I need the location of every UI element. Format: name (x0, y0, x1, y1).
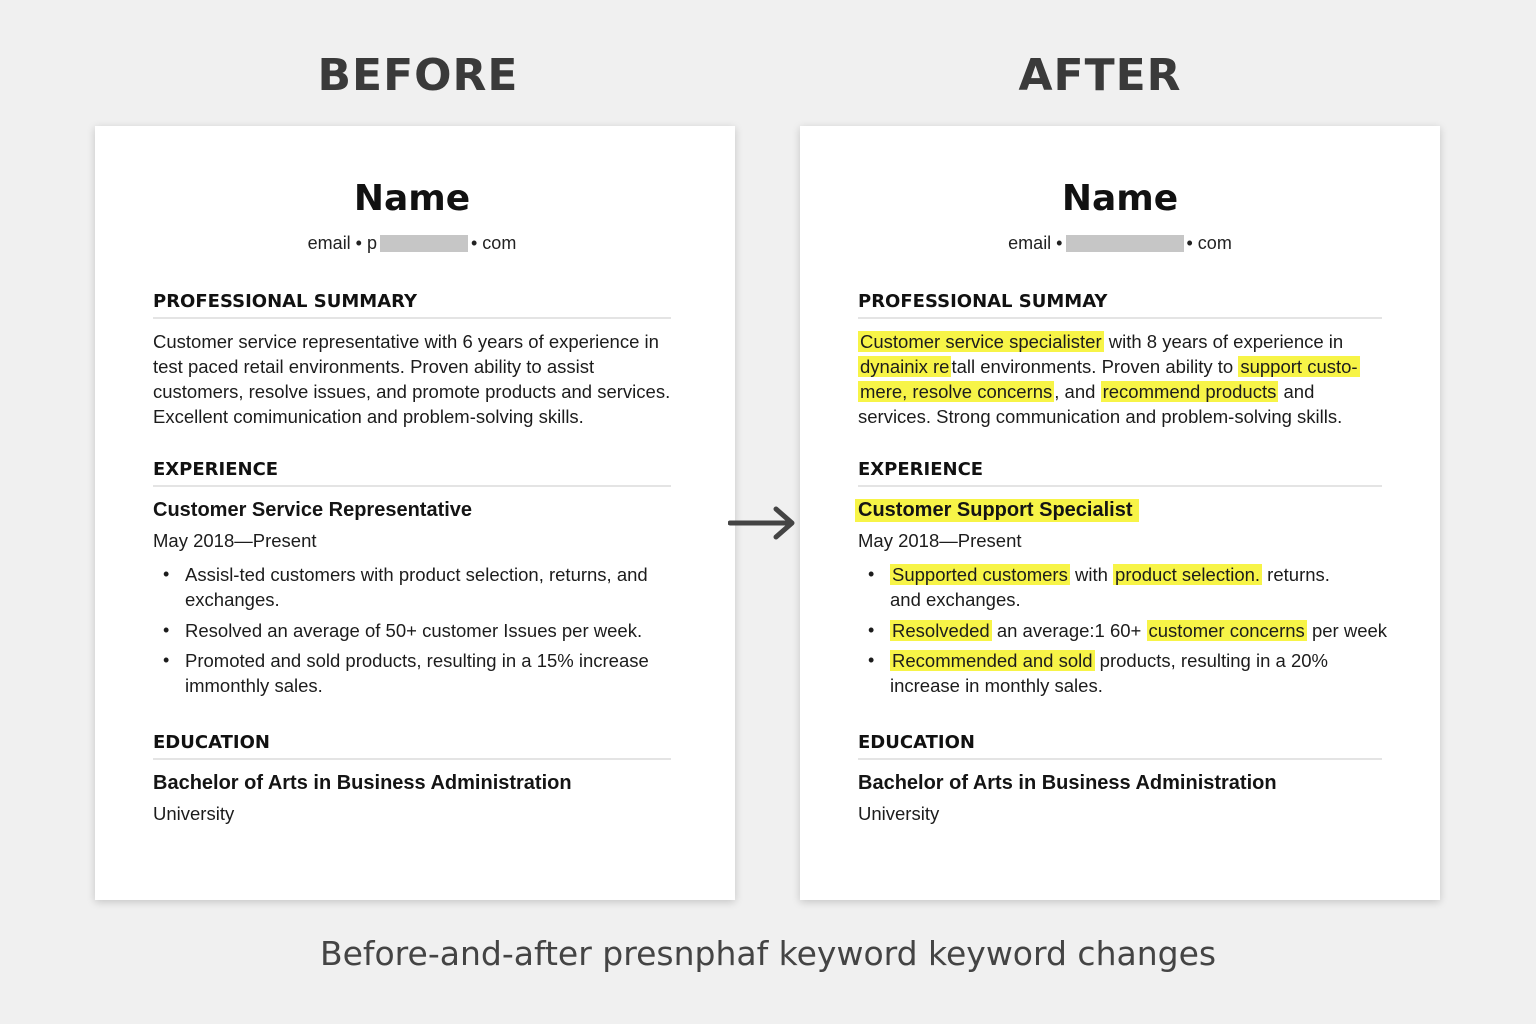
experience-heading: EXPERIENCE (153, 459, 671, 487)
bullet-item (858, 618, 1392, 643)
after-title: AFTER (1018, 50, 1182, 101)
summary-line (858, 379, 1382, 404)
school: University (153, 803, 235, 824)
bullet-item (153, 648, 681, 698)
bullet-line (890, 562, 1392, 587)
bullet-text-fragment: per week (1306, 620, 1388, 641)
redacted-block (1066, 235, 1184, 252)
summary-line: services. Strong communication and problem-solving skills. (858, 406, 1343, 427)
contact-line (153, 233, 671, 254)
keyword-highlight: Customer Support Specialist (855, 499, 1139, 522)
bullet-text-fragment: an average:1 60+ (991, 620, 1147, 641)
keyword-highlight: mere, resolve concerns (860, 381, 1053, 402)
right-arrow-icon (728, 502, 800, 544)
summary-text-fragment: and (1278, 381, 1315, 402)
contact-prefix: email • (1008, 233, 1063, 253)
bullet-item (858, 648, 1392, 698)
keyword-highlight: Recommended and sold (892, 650, 1093, 671)
bullet-item (153, 618, 681, 643)
summary-text (858, 329, 1382, 429)
experience-heading: EXPERIENCE (858, 459, 1382, 487)
summary-heading: PROFESSIONAL SUMMAY (858, 291, 1382, 319)
keyword-highlight: dynainix re (860, 356, 950, 377)
bullet-text-fragment: with (1069, 564, 1114, 585)
summary-text-fragment: , and (1054, 381, 1101, 402)
job-dates: May 2018—Present (858, 530, 1022, 551)
bullet-line: and exchanges. (890, 589, 1021, 610)
summary-text-fragment: with 8 years of experience in (1103, 331, 1344, 352)
bullet-item (858, 562, 1392, 612)
summary-text-fragment: tall environments. Proven ability to (951, 356, 1239, 377)
contact-suffix: • com (471, 233, 517, 253)
education-heading: EDUCATION (153, 732, 671, 760)
bullet-line: • Assisl-ted customers with product selection, returns, and (185, 564, 648, 585)
contact-suffix: • com (1186, 233, 1232, 253)
bullet-line (890, 618, 1392, 643)
keyword-highlight: Resolveded (892, 620, 990, 641)
summary-line (858, 354, 1382, 379)
summary-line: Customer service representative with 6 years of experience in (153, 331, 659, 352)
before-title: BEFORE (317, 50, 519, 101)
summary-text (153, 329, 671, 429)
redacted-block (380, 235, 468, 252)
degree: Bachelor of Arts in Business Administration (153, 772, 572, 794)
figure-caption: Before-and-after presnphaf keyword keyword changes (319, 934, 1217, 973)
bullet-line: • Resolved an average of 50+ customer Issues per week. (185, 620, 643, 641)
bullet-text-fragment: returns. (1262, 564, 1330, 585)
before-resume (95, 126, 735, 900)
bullet-line: immonthly sales. (185, 675, 323, 696)
school: University (858, 803, 940, 824)
resume-name: Name (353, 178, 471, 219)
keyword-highlight: recommend products (1102, 381, 1277, 402)
summary-line: test paced retail environments. Proven ability to assist (153, 356, 595, 377)
bullet-text-fragment: products, resulting in a 20% (1094, 650, 1328, 671)
bullet-line: exchanges. (185, 589, 280, 610)
job-dates: May 2018—Present (153, 530, 317, 551)
bullet-line: increase in monthly sales. (890, 675, 1103, 696)
summary-heading: PROFESSIONAL SUMMARY (153, 291, 671, 319)
bullet-item (153, 562, 681, 612)
degree: Bachelor of Arts in Business Administration (858, 772, 1277, 794)
after-resume (800, 126, 1440, 900)
keyword-highlight: customer concerns (1148, 620, 1305, 641)
keyword-highlight: Customer service specialister (860, 331, 1102, 352)
contact-line (858, 233, 1382, 254)
resume-name: Name (1061, 178, 1179, 219)
keyword-highlight: product selection. (1115, 564, 1261, 585)
bullet-line (890, 648, 1392, 673)
summary-line: Excellent comimunication and problem-solving skills. (153, 406, 584, 427)
summary-line (858, 329, 1382, 354)
keyword-highlight: support custo- (1240, 356, 1358, 377)
education-heading: EDUCATION (858, 732, 1382, 760)
summary-line: customers, resolve issues, and promote products and services. (153, 381, 671, 402)
keyword-highlight: Supported customers (892, 564, 1068, 585)
contact-prefix: email • p (307, 233, 377, 253)
job-title: Customer Service Representative (153, 499, 473, 521)
job-title (858, 499, 1382, 522)
bullet-line: • Promoted and sold products, resulting in a 15% increase (185, 650, 649, 671)
